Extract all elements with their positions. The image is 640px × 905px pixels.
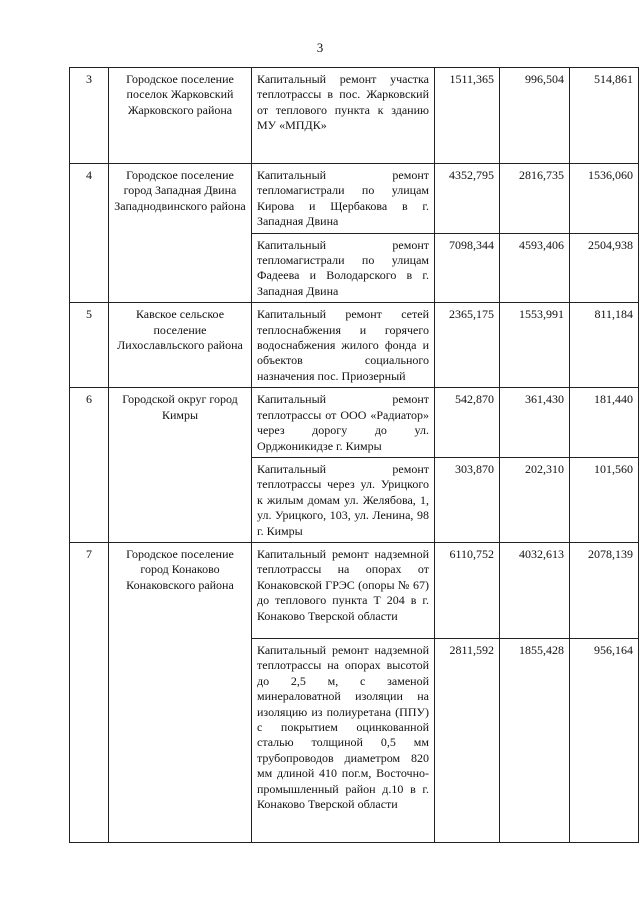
work-description: Капитальный ремонт надземной теплотрассы на опорах от Конаковской ГРЭС (опоры № 67) до теплового пункта Т 204 в г. Конаково Тверской области: [252, 542, 435, 638]
local-budget: 101,560: [570, 457, 639, 542]
table-row: [70, 164, 639, 234]
regional-budget: 2816,735: [500, 164, 570, 234]
row-number: 7: [70, 542, 109, 842]
regional-budget: 202,310: [500, 457, 570, 542]
total-cost: 7098,344: [435, 233, 500, 303]
page-number: 3: [316, 40, 324, 55]
total-cost: 2811,592: [435, 638, 500, 842]
regional-budget: 996,504: [500, 68, 570, 164]
regional-budget: 4593,406: [500, 233, 570, 303]
program-table: [69, 67, 639, 843]
regional-budget: 4032,613: [500, 542, 570, 638]
work-description: Капитальный ремонт теплотрассы от ООО «Радиатор» через дорогу до ул. Орджоникидзе г. Кимры: [252, 388, 435, 458]
local-budget: 2504,938: [570, 233, 639, 303]
row-number: 6: [70, 388, 109, 543]
row-number: 3: [70, 68, 109, 164]
work-description: Капитальный ремонт теплотрассы через ул. Урицкого к жилым домам ул. Желябова, 1, ул. Урицкого, 103, ул. Ленина, 98 г. Кимры: [252, 457, 435, 542]
regional-budget: 1553,991: [500, 303, 570, 388]
work-description: Капитальный ремонт сетей теплоснабжения и горячего водоснабжения жилого фонда и объектов социального назначения пос. Приозерный: [252, 303, 435, 388]
total-cost: 303,870: [435, 457, 500, 542]
row-number: 4: [70, 164, 109, 303]
table-row: [70, 388, 639, 458]
local-budget: 514,861: [570, 68, 639, 164]
table-row: [70, 303, 639, 388]
work-description: Капитальный ремонт тепломагистрали по улицам Фадеева и Володарского в г. Западная Двина: [252, 233, 435, 303]
local-budget: 811,184: [570, 303, 639, 388]
local-budget: 1536,060: [570, 164, 639, 234]
work-description: Капитальный ремонт участка теплотрассы в пос. Жарковский от теплового пункта к зданию МУ «МПДК»: [252, 68, 435, 164]
local-budget: 181,440: [570, 388, 639, 458]
regional-budget: 1855,428: [500, 638, 570, 842]
table-row: [70, 542, 639, 638]
total-cost: 4352,795: [435, 164, 500, 234]
regional-budget: 361,430: [500, 388, 570, 458]
municipality-name: Городской округ город Кимры: [109, 388, 252, 543]
table-row: [70, 68, 639, 164]
work-description: Капитальный ремонт надземной теплотрассы на опорах высотой до 2,5 м, с заменой минераловатной изоляции на изоляцию из полиуретана (ППУ) с покрытием оцинкованной сталью толщиной 0,5 мм трубопроводов диаметром 820 мм длиной 410 пог.м, Восточно-промышленный район д.10 в г. Конаково Тверской области: [252, 638, 435, 842]
municipality-name: Городское поселение город Западная Двина Западнодвинского района: [109, 164, 252, 303]
total-cost: 542,870: [435, 388, 500, 458]
work-description: Капитальный ремонт тепломагистрали по улицам Кирова и Щербакова в г. Западная Двина: [252, 164, 435, 234]
municipality-name: Городское поселение поселок Жарковский Жарковского района: [109, 68, 252, 164]
total-cost: 1511,365: [435, 68, 500, 164]
local-budget: 2078,139: [570, 542, 639, 638]
total-cost: 2365,175: [435, 303, 500, 388]
total-cost: 6110,752: [435, 542, 500, 638]
municipality-name: Кавское сельское поселение Лихославльского района: [109, 303, 252, 388]
municipality-name: Городское поселение город Конаково Конаковского района: [109, 542, 252, 842]
local-budget: 956,164: [570, 638, 639, 842]
row-number: 5: [70, 303, 109, 388]
